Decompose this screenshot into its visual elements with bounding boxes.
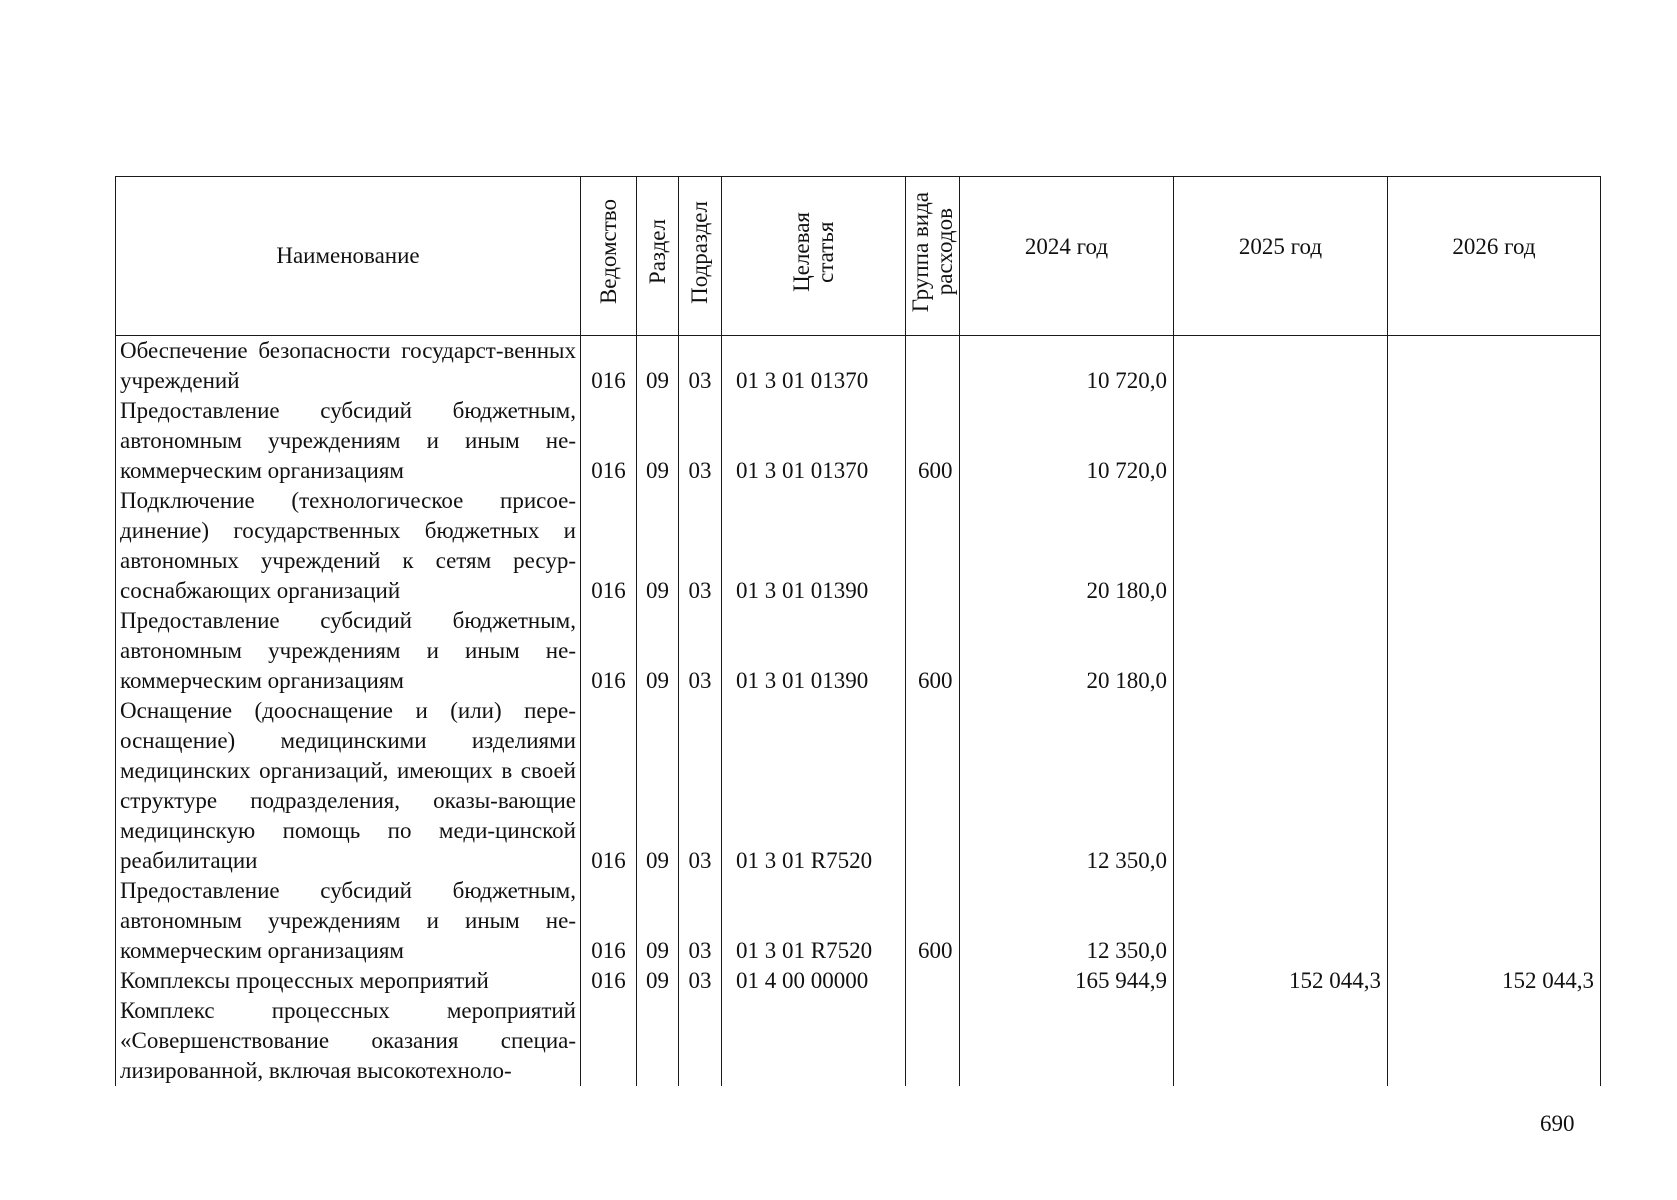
cell-year-2026 [1388,996,1601,1086]
header-year-2025: 2025 год [1174,177,1388,336]
cell-target-item: 01 3 01 R7520 [722,696,906,876]
header-section: Раздел [637,177,679,336]
cell-year-2026: 152 044,3 [1388,966,1601,996]
cell-expense-group [906,486,960,606]
table-row [116,606,1601,696]
cell-department: 016 [581,486,637,606]
cell-department [581,996,637,1086]
table-header-row [116,177,1601,336]
cell-expense-group: 600 [906,876,960,966]
header-name: Наименование [116,177,581,336]
cell-section: 09 [637,486,679,606]
table-row [116,336,1601,397]
cell-section: 09 [637,696,679,876]
cell-year-2024: 10 720,0 [960,336,1174,397]
cell-year-2024: 165 944,9 [960,966,1174,996]
cell-name: Предоставление субсидий бюджетным, автономным учреждениям и иным не-коммерческим организациям [116,396,581,486]
cell-year-2025 [1174,696,1388,876]
cell-subsection: 03 [679,606,722,696]
cell-expense-group [906,996,960,1086]
cell-subsection [679,996,722,1086]
cell-name: Комплекс процессных мероприятий «Совершенствование оказания специа-лизированной, включая высокотехноло- [116,996,581,1086]
cell-year-2025 [1174,606,1388,696]
cell-department: 016 [581,966,637,996]
cell-year-2024: 10 720,0 [960,396,1174,486]
cell-department: 016 [581,696,637,876]
cell-expense-group [906,696,960,876]
cell-section: 09 [637,606,679,696]
cell-year-2025: 152 044,3 [1174,966,1388,996]
table-row [116,876,1601,966]
cell-subsection: 03 [679,486,722,606]
cell-year-2025 [1174,996,1388,1086]
cell-name: Комплексы процессных мероприятий [116,966,581,996]
cell-target-item: 01 3 01 01370 [722,336,906,397]
cell-name: Предоставление субсидий бюджетным, автономным учреждениям и иным не-коммерческим организациям [116,606,581,696]
header-subsection: Подраздел [679,177,722,336]
cell-year-2024: 20 180,0 [960,486,1174,606]
header-year-2026: 2026 год [1388,177,1601,336]
cell-expense-group [906,336,960,397]
cell-subsection: 03 [679,966,722,996]
cell-target-item: 01 3 01 01390 [722,486,906,606]
header-target-item: Целевая статья [722,177,906,336]
cell-department: 016 [581,606,637,696]
cell-section [637,996,679,1086]
cell-year-2026 [1388,606,1601,696]
cell-year-2026 [1388,696,1601,876]
cell-subsection: 03 [679,396,722,486]
cell-year-2025 [1174,336,1388,397]
cell-name: Подключение (технологическое присое-динение) государственных бюджетных и автономных учреждений к сетям ресур-соснабжающих организаций [116,486,581,606]
cell-target-item: 01 4 00 00000 [722,966,906,996]
table-body [116,336,1601,1087]
cell-year-2026 [1388,876,1601,966]
cell-section: 09 [637,396,679,486]
cell-section: 09 [637,336,679,397]
cell-expense-group: 600 [906,606,960,696]
table-row [116,396,1601,486]
cell-subsection: 03 [679,336,722,397]
cell-target-item: 01 3 01 01370 [722,396,906,486]
cell-year-2026 [1388,336,1601,397]
budget-table [115,176,1601,1086]
cell-name: Оснащение (дооснащение и (или) пере-оснащение) медицинскими изделиями медицинских организаций, имеющих в своей структуре подразделения, оказы-вающие медицинскую помощь по меди-цинской реабилитации [116,696,581,876]
cell-name: Обеспечение безопасности государст-венных учреждений [116,336,581,397]
cell-subsection: 03 [679,876,722,966]
table-row [116,696,1601,876]
cell-year-2025 [1174,486,1388,606]
header-department: Ведомство [581,177,637,336]
cell-year-2025 [1174,876,1388,966]
table-row [116,966,1601,996]
cell-year-2026 [1388,396,1601,486]
cell-department: 016 [581,876,637,966]
cell-year-2025 [1174,396,1388,486]
header-expense-group: Группа вида расходов [906,177,960,336]
cell-target-item [722,996,906,1086]
page-number: 690 [1540,1111,1575,1136]
table-row [116,486,1601,606]
cell-year-2024: 12 350,0 [960,876,1174,966]
header-year-2024: 2024 год [960,177,1174,336]
cell-name: Предоставление субсидий бюджетным, автономным учреждениям и иным не-коммерческим организациям [116,876,581,966]
cell-year-2024: 12 350,0 [960,696,1174,876]
cell-expense-group: 600 [906,396,960,486]
cell-year-2026 [1388,486,1601,606]
cell-target-item: 01 3 01 01390 [722,606,906,696]
cell-department: 016 [581,396,637,486]
table-row [116,996,1601,1086]
cell-subsection: 03 [679,696,722,876]
cell-year-2024 [960,996,1174,1086]
cell-expense-group [906,966,960,996]
cell-section: 09 [637,876,679,966]
cell-section: 09 [637,966,679,996]
cell-target-item: 01 3 01 R7520 [722,876,906,966]
cell-department: 016 [581,336,637,397]
cell-year-2024: 20 180,0 [960,606,1174,696]
